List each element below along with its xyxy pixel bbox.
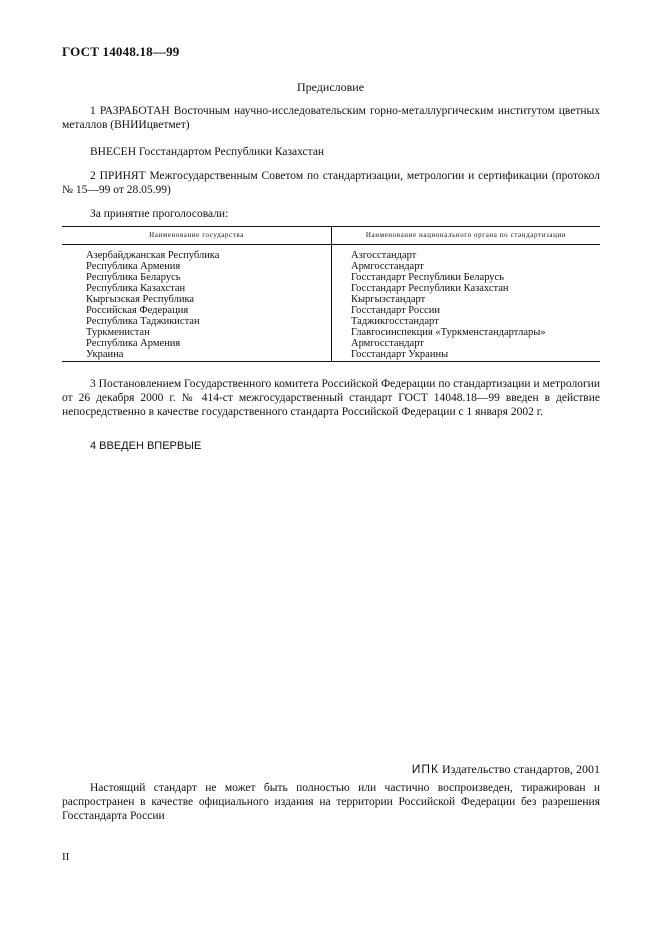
table-cell-body: Главгосинспекция «Туркменстандартлары» xyxy=(351,327,546,338)
document-code: ГОСТ 14048.18—99 xyxy=(62,44,180,59)
preface-vnesen: ВНЕСЕН Госстандартом Республики Казахстан xyxy=(90,146,325,158)
table-cell-body: Армгосстандарт xyxy=(351,261,424,272)
table-cell-body: Госстандарт Республики Казахстан xyxy=(351,283,509,294)
table-cell-body: Армгосстандарт xyxy=(351,338,424,349)
table-cell-state: Республика Таджикистан xyxy=(86,316,200,327)
publisher-text: Издательство стандартов, 2001 xyxy=(442,762,600,776)
preface-item-3: 3 Постановлением Государственного комитета Российской Федерации по стандартизации и метрологии от 26 декабря 2000 г. № 414-ст межгосударственный стандарт ГОСТ 14048.18—99 введен в действие непосредственно в качестве государственного стандарта Российской Федерации с 1 января 2002 г. xyxy=(62,378,600,418)
table-cell-body: Госстандарт России xyxy=(351,305,440,316)
header-state: Наименование государства xyxy=(149,231,244,239)
voting-table xyxy=(62,226,600,362)
table-cell-body: Азгосстандарт xyxy=(351,250,417,261)
table-cell-state: Республика Казахстан xyxy=(86,283,186,294)
table-cell-state: Кыргызская Республика xyxy=(86,294,195,305)
publisher-mark: ИПК xyxy=(411,762,439,776)
table-cell-state: Украина xyxy=(86,349,124,360)
table-cell-body: Госстандарт Республики Беларусь xyxy=(351,272,505,283)
page-number: II xyxy=(62,851,70,863)
bodies-column xyxy=(351,250,546,360)
table-cell-state: Республика Армения xyxy=(86,261,181,272)
preface-item-4: 4 ВВЕДЕН ВПЕРВЫЕ xyxy=(90,440,202,452)
states-column xyxy=(86,250,219,360)
column-divider xyxy=(331,227,332,361)
table-cell-state: Туркменистан xyxy=(86,327,150,338)
preface-item-1: 1 РАЗРАБОТАН Восточным научно-исследовательским горно-металлургическим институтом цветных металлов (ВНИИцветмет) xyxy=(62,105,600,131)
copyright-notice: Настоящий стандарт не может быть полностью или частично воспроизведен, тиражирован и распространен в качестве официального издания на территории Российской Федерации без разрешения Госстандарта России xyxy=(62,782,600,822)
table-cell-state: Российская Федерация xyxy=(86,305,189,316)
table-cell-state: Республика Беларусь xyxy=(86,272,181,283)
table-cell-body: Госстандарт Украины xyxy=(351,349,449,360)
preface-title: Предисловие xyxy=(296,80,365,94)
imprint xyxy=(412,762,600,777)
table-cell-state: Азербайджанская Республика xyxy=(86,250,220,261)
preface-item-2: 2 ПРИНЯТ Межгосударственным Советом по стандартизации, метрологии и сертификации (протокол № 15—99 от 28.05.99) xyxy=(62,170,600,196)
vote-label: За принятие проголосовали: xyxy=(90,208,229,220)
header-body: Наименование национального органа по стандартизации xyxy=(365,231,567,239)
table-cell-body: Кыргызстандарт xyxy=(351,294,426,305)
table-cell-state: Республика Армения xyxy=(86,338,181,349)
table-cell-body: Таджикгосстандарт xyxy=(351,316,439,327)
